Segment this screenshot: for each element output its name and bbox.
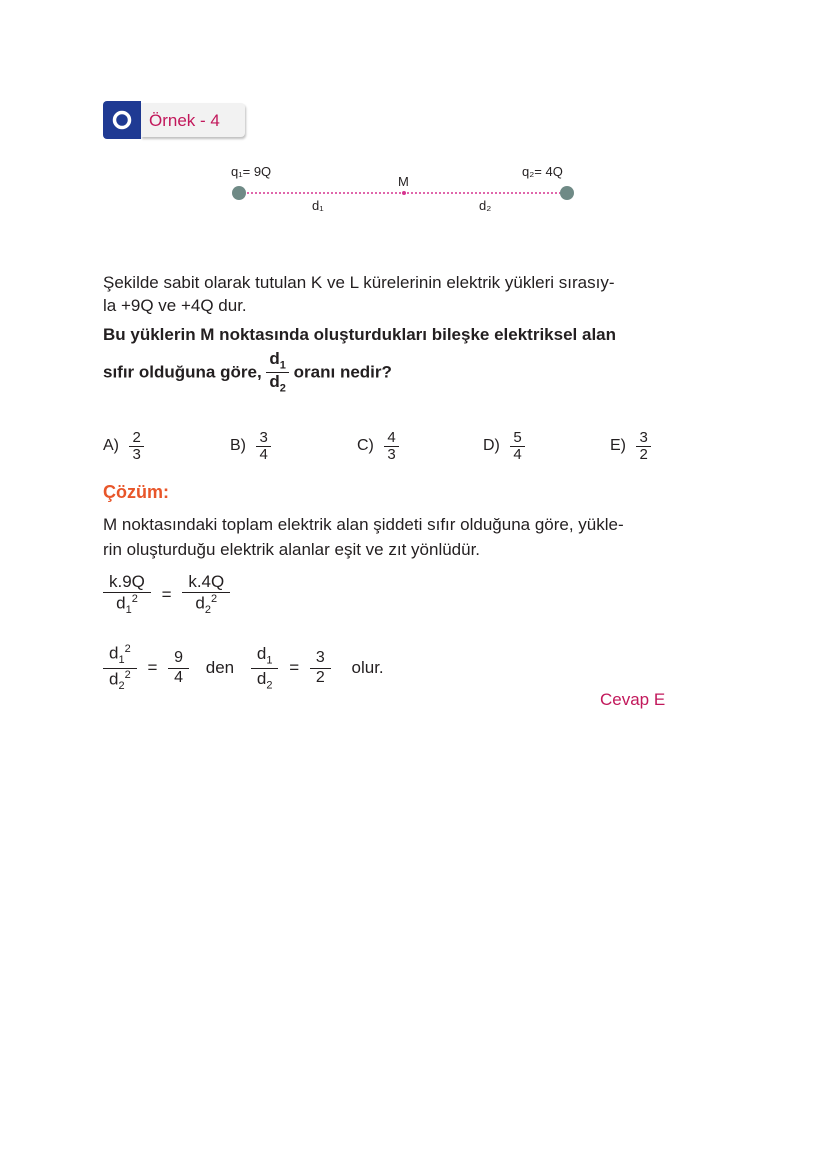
q2-label: q₂= 4Q	[522, 164, 563, 179]
badge-label-box	[141, 103, 245, 137]
option-e-fraction: $\frac{3}{2}$	[636, 430, 650, 463]
example-badge	[103, 101, 248, 139]
eq2-nine-fourths: $\frac{9}{4}$	[168, 649, 189, 688]
problem-line-1: Şekilde sabit olarak tutulan K ve L kürelerinin elektrik yükleri sırasıy-	[103, 273, 615, 292]
solution-title: Çözüm:	[103, 482, 169, 502]
solution-line-2: rin oluşturduğu elektrik alanlar eşit ve zıt yönlüdür.	[103, 540, 481, 559]
sphere-q2	[560, 186, 574, 200]
option-b[interactable]: B) $\frac{3}{4}$	[230, 430, 271, 463]
option-b-fraction: $\frac{3}{4}$	[256, 430, 270, 463]
equation-1: $\frac{k.9Q}{d_1^2}$ = $\frac{k.4Q}{d_2^2}$	[103, 572, 230, 617]
eq2-ratio-squares: $\frac{d_1^2}{d_2^2}$	[103, 643, 137, 693]
den-word: den	[205, 658, 235, 678]
eq1-left-fraction: $\frac{k.9Q}{d_1^2}$	[103, 572, 151, 617]
olur-word: olur.	[351, 658, 384, 678]
badge-icon-box	[103, 101, 141, 139]
charges-figure	[215, 155, 595, 230]
sphere-q1	[232, 186, 246, 200]
option-e[interactable]: E) $\frac{3}{2}$	[610, 430, 651, 463]
option-d[interactable]: D) $\frac{5}{4}$	[483, 430, 525, 463]
answer-label: Cevap E	[600, 690, 666, 709]
question-fraction	[266, 350, 289, 395]
equation-2: $\frac{d_1^2}{d_2^2}$ = $\frac{9}{4}$ den $\frac{d_1}{d_2}$ = $\frac{3}{2}$ olur.	[103, 643, 390, 693]
problem-line-2: la +9Q ve +4Q dur.	[103, 296, 247, 315]
option-d-fraction: $\frac{5}{4}$	[510, 430, 524, 463]
question-frac-den: $d_2$	[266, 372, 289, 395]
question-line-1: Bu yüklerin M noktasında oluşturdukları bileşke elektriksel alan	[103, 325, 617, 344]
question-line-2	[103, 350, 392, 395]
option-c[interactable]: C) $\frac{4}{3}$	[357, 430, 399, 463]
d1-label: d₁	[312, 198, 324, 213]
option-c-fraction: $\frac{4}{3}$	[384, 430, 398, 463]
eq1-right-fraction: $\frac{k.4Q}{d_2^2}$	[182, 572, 230, 617]
example-title: Örnek - 4	[149, 111, 220, 130]
question-post: oranı nedir?	[293, 362, 392, 382]
eq3-three-halves: $\frac{3}{2}$	[310, 649, 331, 688]
eq3-ratio: $\frac{d_1}{d_2}$	[251, 644, 279, 693]
m-label: M	[398, 174, 409, 189]
question-frac-num: $d_1$	[269, 349, 286, 372]
question-pre: sıfır olduğuna göre,	[103, 362, 262, 382]
option-a-fraction: $\frac{2}{3}$	[129, 430, 143, 463]
ring-icon	[111, 109, 133, 131]
point-m	[402, 191, 406, 195]
solution-line-1: M noktasındaki toplam elektrik alan şiddeti sıfır olduğuna göre, yükle-	[103, 515, 624, 534]
q1-label: q₁= 9Q	[231, 164, 272, 179]
option-a[interactable]: A) $\frac{2}{3}$	[103, 430, 144, 463]
d2-label: d₂	[479, 198, 492, 213]
